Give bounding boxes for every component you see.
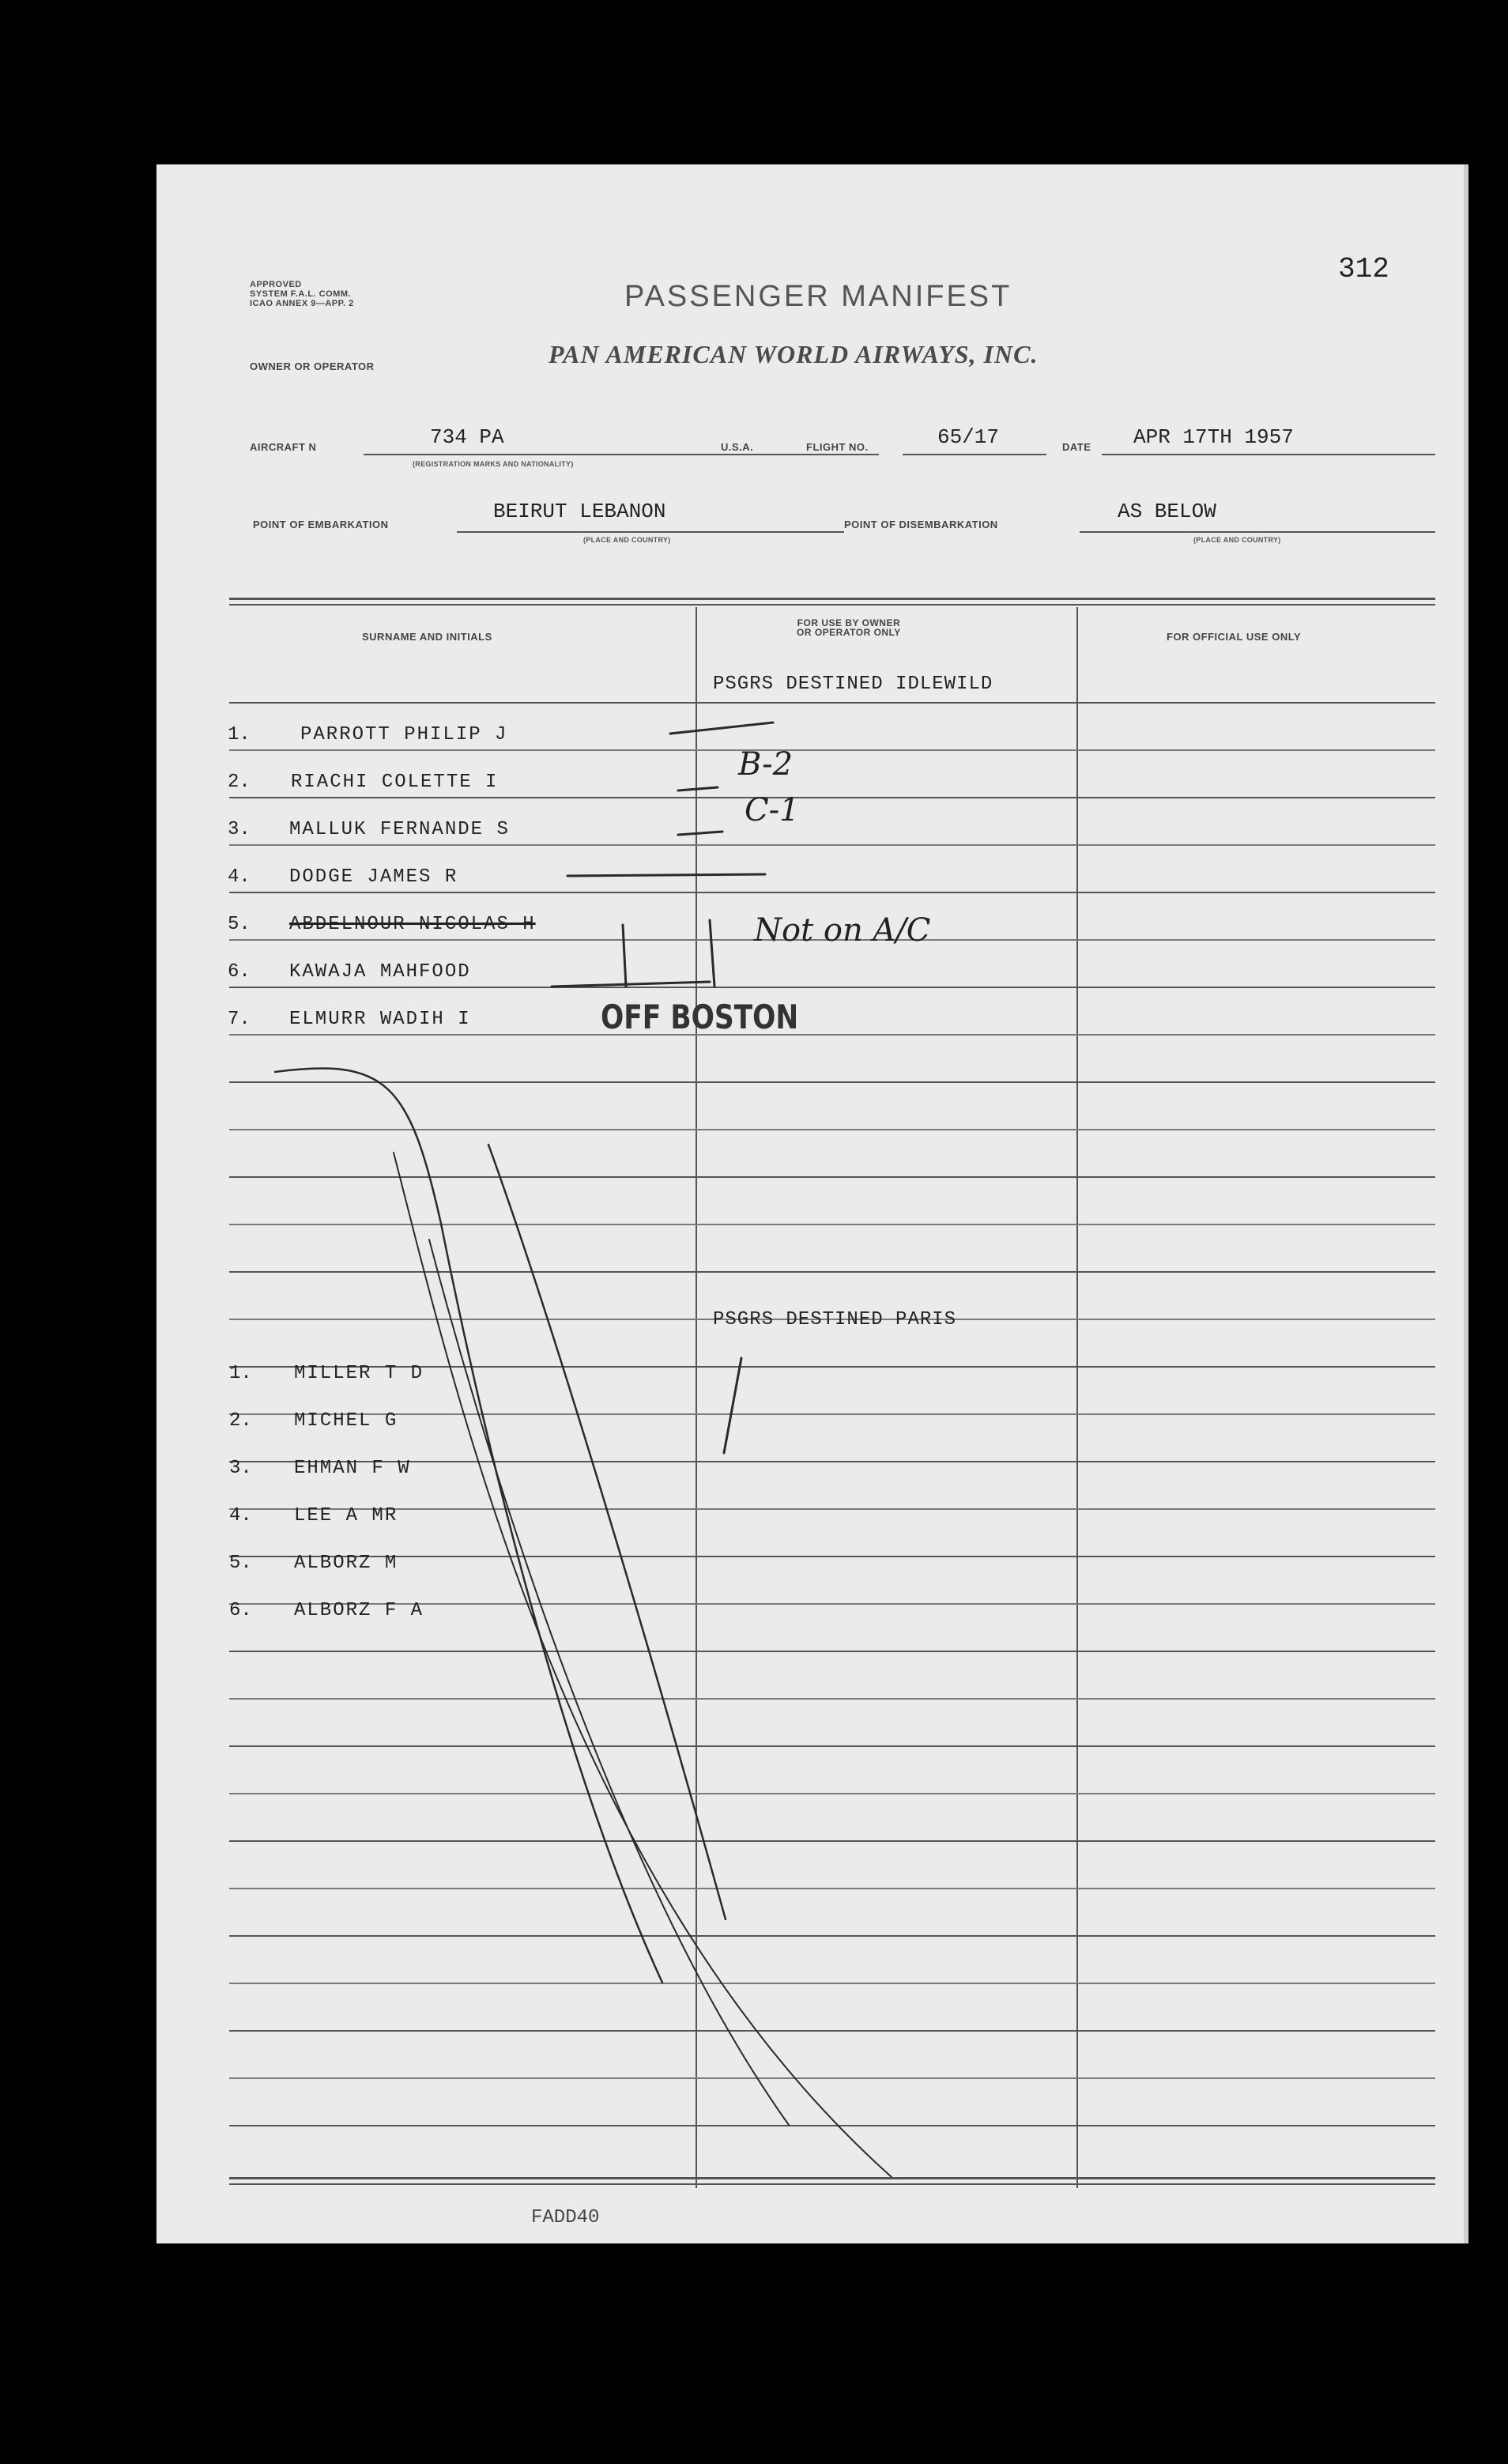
pen-stroke xyxy=(710,920,714,987)
pen-stroke xyxy=(670,723,773,734)
page-number: 312 xyxy=(1338,253,1389,285)
row-number: 2. xyxy=(229,1410,252,1432)
handwritten-note-b2: B-2 xyxy=(738,746,794,783)
pen-stroke xyxy=(623,925,626,987)
passenger-name: RIACHI COLETTE I xyxy=(291,772,499,793)
group-heading-idlewild: PSGRS DESTINED IDLEWILD xyxy=(713,674,993,695)
embarkation-sublabel: (PLACE AND COUNTRY) xyxy=(583,536,671,544)
flight-value: 65/17 xyxy=(937,425,1000,449)
carrier-name: PAN AMERICAN WORLD AIRWAYS, INC. xyxy=(549,340,1039,368)
embarkation-label: POINT OF EMBARKATION xyxy=(253,519,389,530)
flight-label: FLIGHT NO. xyxy=(806,441,869,453)
date-value: APR 17TH 1957 xyxy=(1133,425,1294,449)
pen-stroke xyxy=(488,1145,726,1919)
footer-code: FADD40 xyxy=(531,2207,600,2228)
row-number: 6. xyxy=(228,961,251,983)
pen-stroke xyxy=(724,1358,741,1453)
handwritten-note-c1: C-1 xyxy=(745,792,800,828)
row-number: 6. xyxy=(229,1600,252,1621)
row-number: 1. xyxy=(228,724,251,745)
row-number: 4. xyxy=(229,1505,252,1526)
passenger-name: MILLER T D xyxy=(294,1363,424,1384)
pen-stroke xyxy=(429,1240,789,2125)
embarkation-value: BEIRUT LEBANON xyxy=(493,500,666,523)
disembarkation-sublabel: (PLACE AND COUNTRY) xyxy=(1193,536,1281,544)
aircraft-value: 734 PA xyxy=(430,425,504,449)
official-use-header: FOR OFFICIAL USE ONLY xyxy=(1167,631,1302,643)
surname-header: SURNAME AND INITIALS xyxy=(362,631,492,643)
passenger-name: ALBORZ F A xyxy=(294,1600,424,1621)
row-number: 4. xyxy=(228,866,251,888)
off-boston-stamp: OFF BOSTON xyxy=(601,998,799,1036)
country-label: U.S.A. xyxy=(721,441,754,453)
passenger-name: LEE A MR xyxy=(294,1505,398,1526)
passenger-name: MALLUK FERNANDE S xyxy=(289,819,510,840)
passenger-name-struck: ABDELNOUR NICOLAS H xyxy=(289,914,536,935)
passenger-name: DODGE JAMES R xyxy=(289,866,458,888)
disembarkation-label: POINT OF DISEMBARKATION xyxy=(844,519,998,530)
pen-marks xyxy=(156,164,1464,2243)
pen-stroke xyxy=(275,1068,662,1983)
approval-line: APPROVED xyxy=(250,280,302,289)
manifest-page xyxy=(156,164,1468,2243)
row-number: 3. xyxy=(228,819,251,840)
group-heading-paris: PSGRS DESTINED PARIS xyxy=(713,1309,957,1330)
owner-label: OWNER OR OPERATOR xyxy=(250,360,375,372)
pen-stroke xyxy=(394,1153,892,2177)
approval-line: SYSTEM F.A.L. COMM. xyxy=(250,289,352,299)
row-number: 5. xyxy=(229,1553,252,1574)
form-title: PASSENGER MANIFEST xyxy=(624,280,1012,313)
pen-stroke xyxy=(552,982,710,987)
passenger-name: PARROTT PHILIP J xyxy=(300,724,508,745)
row-number: 5. xyxy=(228,914,251,935)
owner-use-line: FOR USE BY OWNER xyxy=(797,617,901,628)
handwritten-note-not-on-ac: Not on A/C xyxy=(754,912,931,949)
pen-stroke xyxy=(678,787,718,791)
row-number: 7. xyxy=(228,1009,251,1030)
row-number: 3. xyxy=(229,1458,252,1479)
owner-use-line: OR OPERATOR ONLY xyxy=(797,627,901,638)
row-number: 1. xyxy=(229,1363,252,1384)
passenger-name: ALBORZ M xyxy=(294,1553,398,1574)
approval-line: ICAO ANNEX 9—APP. 2 xyxy=(250,299,354,308)
aircraft-label: AIRCRAFT N xyxy=(250,441,317,453)
passenger-name: ELMURR WADIH I xyxy=(289,1009,471,1030)
passenger-name: EHMAN F W xyxy=(294,1458,411,1479)
pen-stroke xyxy=(678,832,722,835)
passenger-name: KAWAJA MAHFOOD xyxy=(289,961,471,983)
date-label: DATE xyxy=(1062,441,1091,453)
passenger-name: MICHEL G xyxy=(294,1410,398,1432)
row-number: 2. xyxy=(228,772,251,793)
aircraft-sublabel: (REGISTRATION MARKS AND NATIONALITY) xyxy=(413,460,574,468)
disembarkation-value: AS BELOW xyxy=(1118,500,1216,523)
pen-stroke xyxy=(567,874,765,876)
